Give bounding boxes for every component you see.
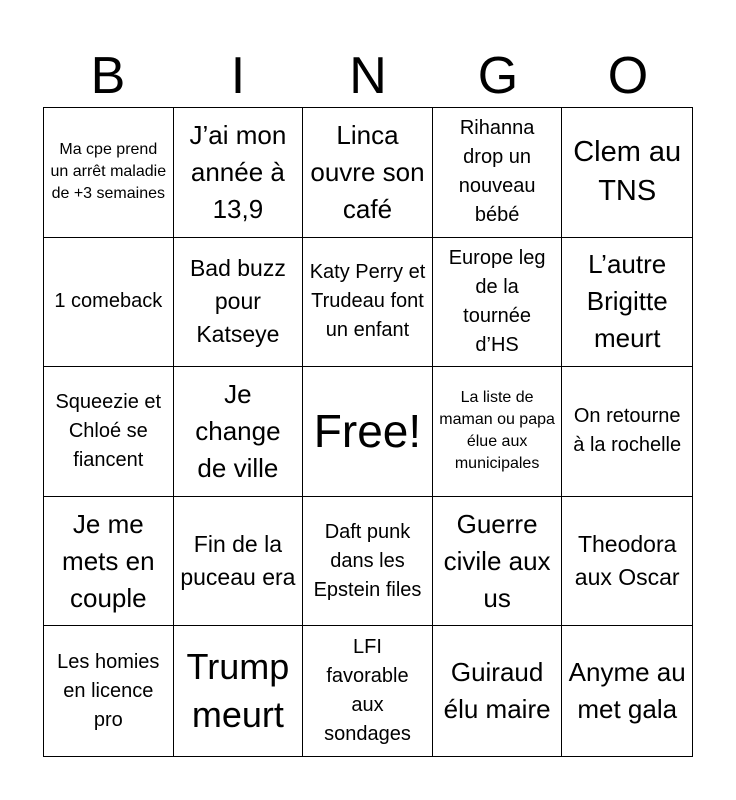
bingo-cell-2-1	[44, 238, 174, 368]
bingo-cell-2-5	[562, 238, 692, 368]
header-letter-i: I	[230, 47, 246, 105]
bingo-cell-1-4	[433, 108, 563, 238]
cell-text: L’autre Brigitte meurt	[586, 249, 668, 354]
bingo-cell-4-2	[174, 497, 304, 627]
cell-text: LFI favorable aux sondages	[324, 636, 411, 746]
bingo-cell-3-4	[433, 367, 563, 497]
bingo-cell-4-5	[562, 497, 692, 627]
cell-text: Bad buzz pour Katseye	[189, 255, 286, 348]
bingo-cell-3-1	[44, 367, 174, 497]
cell-text: Katy Perry et Trudeau font un enfant	[309, 261, 426, 342]
header-letter-n: N	[349, 47, 387, 105]
cell-text: Guerre civile aux us	[443, 508, 551, 613]
bingo-cell-3-5	[562, 367, 692, 497]
cell-text: La liste de maman ou papa élue aux municipales	[439, 389, 555, 473]
bingo-cell-2-2	[174, 238, 304, 368]
bingo-cell-1-5	[562, 108, 692, 238]
cell-text: Theodora aux Oscar	[574, 531, 680, 591]
header-letter-g: G	[477, 47, 519, 105]
bingo-cell-5-4	[433, 626, 563, 756]
cell-text: Trump meurt	[186, 646, 290, 736]
bingo-cell-1-2	[174, 108, 304, 238]
cell-text: Ma cpe prend un arrêt maladie de +3 semaines	[50, 141, 167, 203]
header-letter-b: B	[90, 47, 126, 105]
cell-text: Squeezie et Chloé se fiancent	[55, 390, 162, 471]
bingo-header	[43, 44, 693, 108]
cell-text: Clem au TNS	[573, 136, 682, 208]
bingo-cell-1-1	[44, 108, 174, 238]
bingo-cell-4-3	[303, 497, 433, 627]
bingo-cell-1-3	[303, 108, 433, 238]
cell-text: Je change de ville	[195, 378, 281, 483]
bingo-cell-2-4	[433, 238, 563, 368]
bingo-cell-5-3	[303, 626, 433, 756]
cell-text: On retourne à la rochelle	[573, 405, 682, 457]
bingo-cell-3-3	[303, 367, 433, 497]
free-space: Free!	[313, 405, 422, 458]
cell-text: Je me mets en couple	[62, 508, 155, 613]
header-letter-o: O	[607, 47, 649, 105]
bingo-board	[43, 107, 693, 757]
bingo-cell-5-5	[562, 626, 692, 756]
bingo-cell-4-1	[44, 497, 174, 627]
cell-text: Anyme au met gala	[568, 657, 686, 725]
cell-text: Linca ouvre son café	[310, 119, 425, 224]
cell-text: Europe leg de la tournée d’HS	[448, 246, 546, 356]
cell-text: Les homies en licence pro	[57, 650, 160, 731]
cell-text: J’ai mon année à 13,9	[189, 119, 287, 224]
cell-text: Rihanna drop un nouveau bébé	[458, 117, 536, 227]
bingo-cell-4-4	[433, 497, 563, 627]
bingo-cell-2-3	[303, 238, 433, 368]
cell-text: Fin de la puceau era	[180, 531, 296, 591]
cell-text: Daft punk dans les Epstein files	[313, 520, 422, 601]
bingo-cell-3-2	[174, 367, 304, 497]
bingo-cell-5-1	[44, 626, 174, 756]
cell-text: 1 comeback	[54, 290, 163, 313]
bingo-cell-5-2	[174, 626, 304, 756]
cell-text: Guiraud élu maire	[443, 657, 551, 725]
